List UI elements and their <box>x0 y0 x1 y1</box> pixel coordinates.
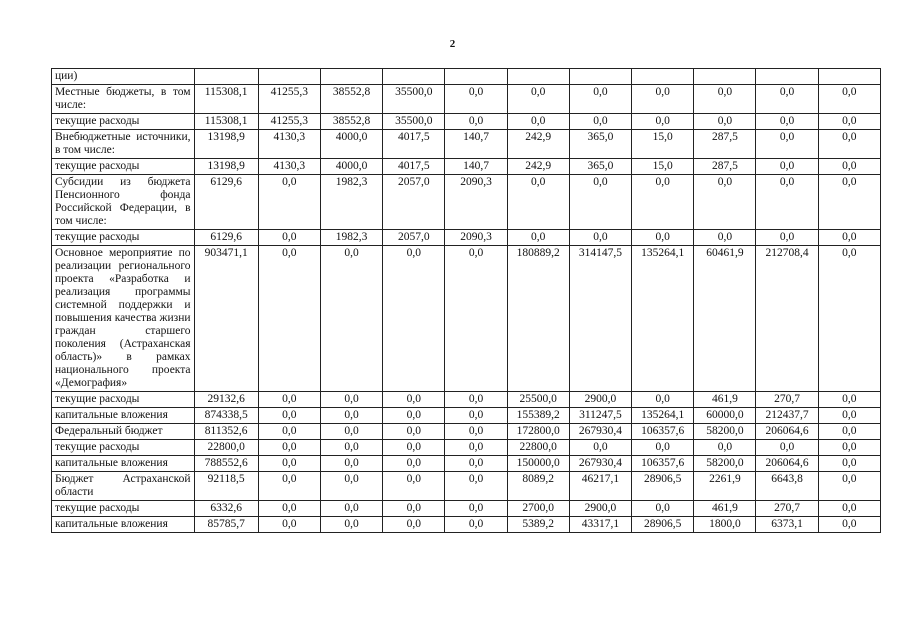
table-row <box>52 130 881 159</box>
table-cell: 0,0 <box>320 517 382 533</box>
table-cell: 0,0 <box>258 501 320 517</box>
table-cell: 0,0 <box>258 246 320 392</box>
table-cell: 0,0 <box>383 392 445 408</box>
row-label: Федеральный бюджет <box>52 424 195 440</box>
table-cell: 5389,2 <box>507 517 569 533</box>
budget-table <box>51 68 881 533</box>
table-cell: 0,0 <box>818 130 880 159</box>
table-cell: 115308,1 <box>194 114 258 130</box>
table-cell: 0,0 <box>445 392 507 408</box>
table-cell: 311247,5 <box>569 408 631 424</box>
table-cell: 0,0 <box>569 85 631 114</box>
table-cell: 92118,5 <box>194 472 258 501</box>
table-cell: 0,0 <box>818 472 880 501</box>
table-cell: 35500,0 <box>383 114 445 130</box>
table-cell: 903471,1 <box>194 246 258 392</box>
row-label: текущие расходы <box>52 114 195 130</box>
table-cell: 2900,0 <box>569 501 631 517</box>
table-cell: 0,0 <box>258 440 320 456</box>
table-cell: 0,0 <box>258 424 320 440</box>
table-cell: 0,0 <box>818 408 880 424</box>
table-cell: 0,0 <box>445 501 507 517</box>
table-cell: 206064,6 <box>756 424 818 440</box>
table-cell: 35500,0 <box>383 85 445 114</box>
table-cell: 85785,7 <box>194 517 258 533</box>
table-cell: 6643,8 <box>756 472 818 501</box>
table-cell: 270,7 <box>756 392 818 408</box>
table-cell: 0,0 <box>320 501 382 517</box>
table-cell <box>694 69 756 85</box>
table-cell: 0,0 <box>445 114 507 130</box>
table-cell: 15,0 <box>632 159 694 175</box>
table-cell: 13198,9 <box>194 159 258 175</box>
table-cell: 155389,2 <box>507 408 569 424</box>
table-cell: 0,0 <box>320 408 382 424</box>
table-cell: 0,0 <box>818 114 880 130</box>
table-cell: 0,0 <box>818 85 880 114</box>
table-cell: 0,0 <box>445 517 507 533</box>
table-cell: 172800,0 <box>507 424 569 440</box>
table-cell: 365,0 <box>569 159 631 175</box>
table-cell <box>445 69 507 85</box>
table-cell: 0,0 <box>818 440 880 456</box>
table-row <box>52 424 881 440</box>
table-cell: 1982,3 <box>320 175 382 230</box>
table-row <box>52 114 881 130</box>
table-cell: 41255,3 <box>258 114 320 130</box>
table-cell <box>194 69 258 85</box>
row-label: текущие расходы <box>52 501 195 517</box>
table-cell: 0,0 <box>694 85 756 114</box>
table-cell: 2900,0 <box>569 392 631 408</box>
table-cell: 6129,6 <box>194 230 258 246</box>
table-cell: 6129,6 <box>194 175 258 230</box>
table-cell: 4017,5 <box>383 159 445 175</box>
table-cell: 788552,6 <box>194 456 258 472</box>
table-cell: 0,0 <box>445 456 507 472</box>
table-cell: 0,0 <box>632 175 694 230</box>
row-label: Местные бюджеты, в том числе: <box>52 85 195 114</box>
table-cell <box>756 69 818 85</box>
table-cell: 0,0 <box>383 246 445 392</box>
table-cell: 0,0 <box>756 159 818 175</box>
table-cell: 0,0 <box>818 424 880 440</box>
table-cell: 0,0 <box>818 517 880 533</box>
table-cell: 0,0 <box>632 85 694 114</box>
table-cell: 206064,6 <box>756 456 818 472</box>
table-cell: 0,0 <box>258 408 320 424</box>
table-cell: 0,0 <box>632 114 694 130</box>
table-cell: 43317,1 <box>569 517 631 533</box>
table-cell: 0,0 <box>632 501 694 517</box>
table-row <box>52 230 881 246</box>
table-cell: 0,0 <box>569 114 631 130</box>
table-cell: 0,0 <box>569 440 631 456</box>
table-cell: 0,0 <box>507 114 569 130</box>
table-cell: 212437,7 <box>756 408 818 424</box>
row-label: капитальные вложения <box>52 517 195 533</box>
table-cell: 0,0 <box>507 175 569 230</box>
table-cell <box>569 69 631 85</box>
table-cell: 242,9 <box>507 159 569 175</box>
table-cell: 140,7 <box>445 130 507 159</box>
table-cell: 0,0 <box>258 392 320 408</box>
table-cell: 0,0 <box>818 159 880 175</box>
table-row <box>52 440 881 456</box>
table-cell: 287,5 <box>694 159 756 175</box>
table-cell: 0,0 <box>818 246 880 392</box>
table-cell: 0,0 <box>445 472 507 501</box>
table-cell: 2090,3 <box>445 230 507 246</box>
table-row <box>52 456 881 472</box>
table-cell: 0,0 <box>756 130 818 159</box>
table-cell: 38552,8 <box>320 85 382 114</box>
table-cell: 6332,6 <box>194 501 258 517</box>
table-cell: 0,0 <box>258 456 320 472</box>
table-cell: 0,0 <box>383 440 445 456</box>
table-cell: 28906,5 <box>632 472 694 501</box>
table-cell: 2057,0 <box>383 175 445 230</box>
table-cell: 0,0 <box>632 392 694 408</box>
table-cell: 242,9 <box>507 130 569 159</box>
table-cell <box>632 69 694 85</box>
table-cell: 180889,2 <box>507 246 569 392</box>
table-cell: 22800,0 <box>507 440 569 456</box>
table-cell: 4017,5 <box>383 130 445 159</box>
table-cell: 0,0 <box>569 230 631 246</box>
table-cell: 0,0 <box>756 175 818 230</box>
table-cell: 0,0 <box>818 230 880 246</box>
table-cell: 0,0 <box>383 424 445 440</box>
table-cell: 1800,0 <box>694 517 756 533</box>
table-cell: 135264,1 <box>632 246 694 392</box>
row-label: текущие расходы <box>52 230 195 246</box>
table-cell: 140,7 <box>445 159 507 175</box>
table-cell: 287,5 <box>694 130 756 159</box>
table-cell: 2090,3 <box>445 175 507 230</box>
table-row <box>52 175 881 230</box>
table-cell: 115308,1 <box>194 85 258 114</box>
table-cell: 135264,1 <box>632 408 694 424</box>
table-cell: 1982,3 <box>320 230 382 246</box>
table-cell: 28906,5 <box>632 517 694 533</box>
table-cell: 0,0 <box>445 246 507 392</box>
table-cell: 41255,3 <box>258 85 320 114</box>
table-cell <box>383 69 445 85</box>
row-label: текущие расходы <box>52 392 195 408</box>
row-label: ции) <box>52 69 195 85</box>
table-cell: 0,0 <box>383 472 445 501</box>
table-cell: 0,0 <box>632 440 694 456</box>
table-cell <box>507 69 569 85</box>
row-label: Основное мероприятие по реализации регионального проекта «Разработка и реализация программы системной поддержки и повышения качества жизни граждан старшего поколения (Астраханская область)» в рамках национального проекта «Демография» <box>52 246 195 392</box>
table-cell: 106357,6 <box>632 424 694 440</box>
table-cell: 0,0 <box>818 456 880 472</box>
table-row <box>52 246 881 392</box>
table-cell: 461,9 <box>694 392 756 408</box>
table-cell: 0,0 <box>320 440 382 456</box>
table-cell: 2057,0 <box>383 230 445 246</box>
table-cell: 270,7 <box>756 501 818 517</box>
table-cell: 46217,1 <box>569 472 631 501</box>
table-row <box>52 69 881 85</box>
table-cell: 0,0 <box>445 424 507 440</box>
table-cell: 0,0 <box>756 230 818 246</box>
table-cell: 267930,4 <box>569 456 631 472</box>
table-cell: 0,0 <box>383 456 445 472</box>
table-cell <box>818 69 880 85</box>
table-cell: 0,0 <box>818 501 880 517</box>
table-cell: 60000,0 <box>694 408 756 424</box>
row-label: текущие расходы <box>52 440 195 456</box>
table-cell: 0,0 <box>320 392 382 408</box>
table-cell: 106357,6 <box>632 456 694 472</box>
row-label: текущие расходы <box>52 159 195 175</box>
table-cell: 2261,9 <box>694 472 756 501</box>
table-cell: 0,0 <box>258 517 320 533</box>
table-cell: 58200,0 <box>694 456 756 472</box>
budget-table-body <box>52 69 881 533</box>
table-cell: 13198,9 <box>194 130 258 159</box>
table-cell: 0,0 <box>756 85 818 114</box>
table-row <box>52 472 881 501</box>
table-cell: 0,0 <box>320 246 382 392</box>
table-cell: 0,0 <box>507 230 569 246</box>
table-cell: 4000,0 <box>320 159 382 175</box>
table-cell: 0,0 <box>694 440 756 456</box>
table-cell: 0,0 <box>258 230 320 246</box>
table-cell: 0,0 <box>445 440 507 456</box>
table-cell <box>258 69 320 85</box>
table-row <box>52 517 881 533</box>
table-cell: 0,0 <box>694 114 756 130</box>
table-cell: 0,0 <box>258 175 320 230</box>
table-cell: 29132,6 <box>194 392 258 408</box>
table-cell: 15,0 <box>632 130 694 159</box>
table-cell: 4000,0 <box>320 130 382 159</box>
table-cell: 25500,0 <box>507 392 569 408</box>
row-label: Бюджет Астраханской области <box>52 472 195 501</box>
table-cell: 38552,8 <box>320 114 382 130</box>
table-cell: 0,0 <box>694 230 756 246</box>
table-cell: 461,9 <box>694 501 756 517</box>
table-row <box>52 501 881 517</box>
table-cell: 0,0 <box>383 517 445 533</box>
table-cell: 0,0 <box>445 408 507 424</box>
table-cell: 0,0 <box>818 175 880 230</box>
table-row <box>52 392 881 408</box>
table-cell: 0,0 <box>818 392 880 408</box>
table-row <box>52 85 881 114</box>
table-cell: 150000,0 <box>507 456 569 472</box>
table-cell: 0,0 <box>756 440 818 456</box>
table-cell: 0,0 <box>383 501 445 517</box>
row-label: капитальные вложения <box>52 456 195 472</box>
table-cell: 6373,1 <box>756 517 818 533</box>
table-cell: 8089,2 <box>507 472 569 501</box>
table-cell: 60461,9 <box>694 246 756 392</box>
table-cell: 0,0 <box>756 114 818 130</box>
table-cell: 2700,0 <box>507 501 569 517</box>
table-cell: 0,0 <box>445 85 507 114</box>
table-row <box>52 408 881 424</box>
table-cell: 0,0 <box>320 472 382 501</box>
table-cell <box>320 69 382 85</box>
table-cell: 4130,3 <box>258 159 320 175</box>
table-cell: 0,0 <box>507 85 569 114</box>
row-label: Субсидии из бюджета Пенсионного фонда Российской Федерации, в том числе: <box>52 175 195 230</box>
table-cell: 22800,0 <box>194 440 258 456</box>
table-cell: 0,0 <box>632 230 694 246</box>
page-number: 2 <box>449 38 456 50</box>
table-cell: 811352,6 <box>194 424 258 440</box>
table-cell: 365,0 <box>569 130 631 159</box>
row-label: Внебюджетные источники, в том числе: <box>52 130 195 159</box>
row-label: капитальные вложения <box>52 408 195 424</box>
table-cell: 0,0 <box>569 175 631 230</box>
table-cell: 0,0 <box>383 408 445 424</box>
table-row <box>52 159 881 175</box>
table-cell: 874338,5 <box>194 408 258 424</box>
table-cell: 0,0 <box>320 424 382 440</box>
table-cell: 4130,3 <box>258 130 320 159</box>
table-cell: 0,0 <box>320 456 382 472</box>
table-cell: 314147,5 <box>569 246 631 392</box>
table-cell: 0,0 <box>258 472 320 501</box>
table-cell: 267930,4 <box>569 424 631 440</box>
table-cell: 0,0 <box>694 175 756 230</box>
table-cell: 212708,4 <box>756 246 818 392</box>
table-cell: 58200,0 <box>694 424 756 440</box>
